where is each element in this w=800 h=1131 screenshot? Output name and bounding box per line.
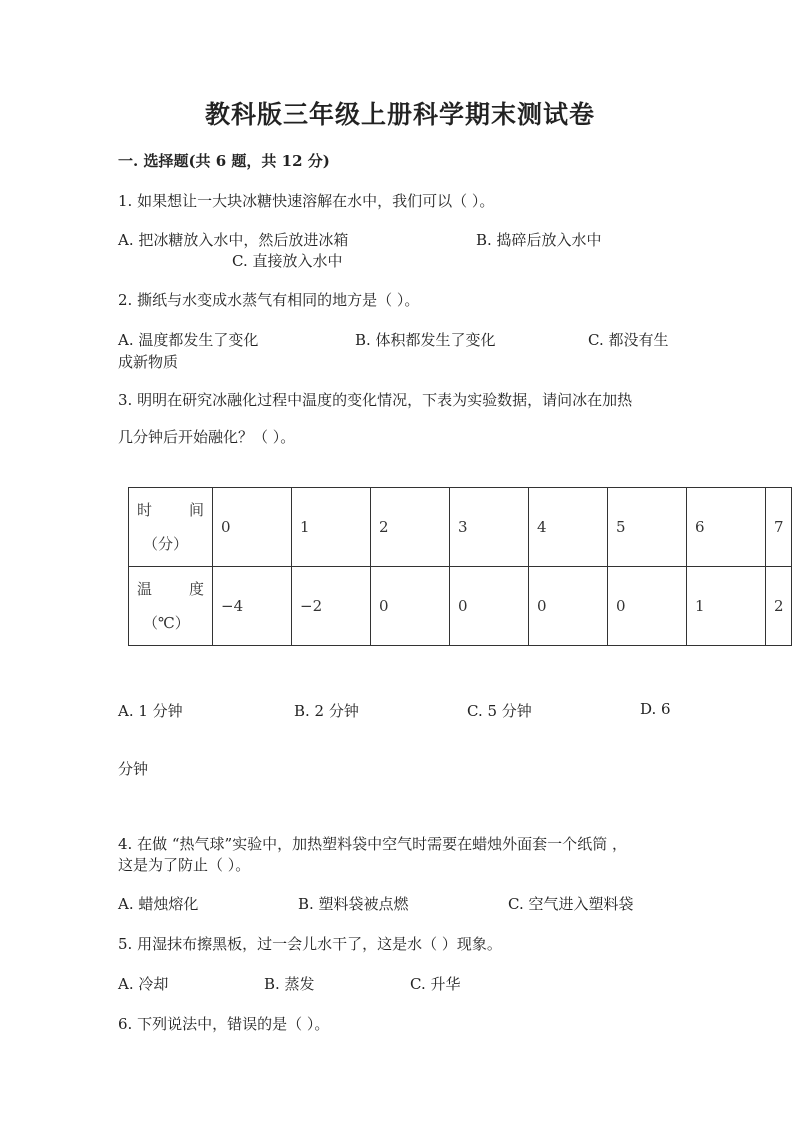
- time-header-cell: [129, 488, 213, 567]
- time-header-char1: 时: [137, 501, 153, 519]
- table-cell: 7: [766, 488, 792, 567]
- question-2-option-a: A. 温度都发生了变化: [118, 331, 259, 349]
- question-3-stem-line1: 3. 明明在研究冰融化过程中温度的变化情况，下表为实验数据，请问冰在加热: [118, 391, 633, 409]
- table-cell: 3: [450, 488, 529, 567]
- question-2-stem: 2. 撕纸与水变成水蒸气有相同的地方是（ ）。: [118, 291, 420, 309]
- table-cell: 0: [371, 567, 450, 646]
- question-6-stem: 6. 下列说法中，错误的是（ ）。: [118, 1015, 330, 1033]
- table-cell: 0: [450, 567, 529, 646]
- table-row-temperature: [129, 567, 792, 646]
- table-cell: 2: [766, 567, 792, 646]
- temperature-header-cell: [129, 567, 213, 646]
- question-3-option-a: A. 1 分钟: [118, 702, 183, 720]
- question-4-option-b: B. 塑料袋被点燃: [298, 895, 409, 913]
- temp-header-char1: 温: [137, 580, 153, 598]
- question-3-option-c: C. 5 分钟: [467, 702, 532, 720]
- question-5-option-c: C. 升华: [410, 975, 461, 993]
- table-cell: 0: [213, 488, 292, 567]
- question-3-option-b: B. 2 分钟: [294, 702, 359, 720]
- question-2-option-b: B. 体积都发生了变化: [355, 331, 496, 349]
- table-cell: −2: [292, 567, 371, 646]
- table-cell: 5: [608, 488, 687, 567]
- question-5-option-b: B. 蒸发: [264, 975, 315, 993]
- table-cell: 2: [371, 488, 450, 567]
- temp-header-unit: （℃）: [143, 614, 190, 632]
- question-4-stem-line1: 4. 在做 “热气球”实验中，加热塑料袋中空气时需要在蜡烛外面套一个纸筒 ，: [118, 835, 627, 853]
- question-4-option-c: C. 空气进入塑料袋: [508, 895, 634, 913]
- question-5-option-a: A. 冷却: [118, 975, 169, 993]
- table-cell: 1: [292, 488, 371, 567]
- question-1-stem: 1. 如果想让一大块冰糖快速溶解在水中，我们可以（ ）。: [118, 192, 495, 210]
- time-header-unit: （分）: [143, 535, 189, 553]
- question-4-option-a: A. 蜡烛熔化: [118, 895, 199, 913]
- question-2-option-c-wrap: 成新物质: [118, 353, 179, 371]
- page-title: 教科版三年级上册科学期末测试卷: [204, 100, 595, 129]
- section-heading: 一. 选择题(共 6 题，共 12 分): [118, 152, 330, 170]
- question-2-option-c: C. 都没有生: [588, 331, 669, 349]
- question-3-option-d: D. 6: [640, 700, 671, 718]
- table-cell: 4: [529, 488, 608, 567]
- table-cell: 0: [608, 567, 687, 646]
- temp-header-char2: 度: [188, 580, 204, 598]
- table-row-time: [129, 488, 792, 567]
- question-3-stem-line2: 几分钟后开始融化？（ ）。: [118, 428, 296, 446]
- table-cell: 0: [529, 567, 608, 646]
- question-1-option-c: C. 直接放入水中: [232, 252, 343, 270]
- question-5-stem: 5. 用湿抹布擦黑板，过一会儿水干了，这是水（ ）现象。: [118, 935, 502, 953]
- table-cell: −4: [213, 567, 292, 646]
- question-1-option-a: A. 把冰糖放入水中，然后放进冰箱: [118, 231, 349, 249]
- question-3-option-d-wrap: 分钟: [118, 760, 149, 778]
- question-1-option-b: B. 捣碎后放入水中: [476, 231, 602, 249]
- table-cell: 6: [687, 488, 766, 567]
- time-header-char2: 间: [188, 501, 204, 519]
- table-cell: 1: [687, 567, 766, 646]
- experiment-data-table: [128, 487, 792, 646]
- question-4-stem-line2: 这是为了防止（ ）。: [118, 856, 251, 874]
